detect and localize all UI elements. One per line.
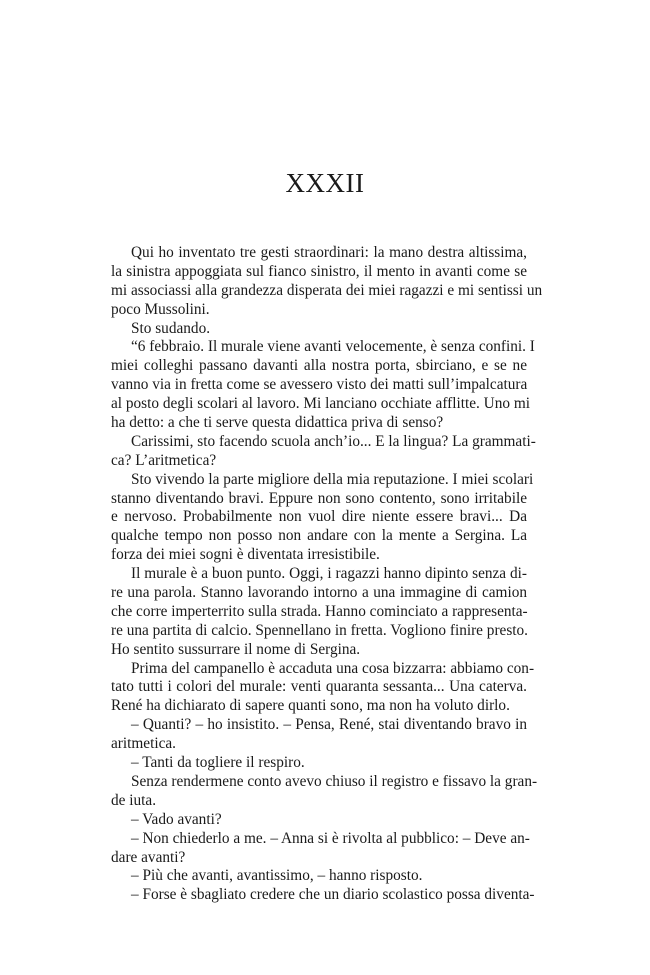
text-line: mi associassi alla grandezza disperata dei miei ragazzi e mi sentissi un xyxy=(111,281,543,299)
body-text xyxy=(111,244,543,905)
text-line: Il murale è a buon punto. Oggi, i ragazzi hanno dipinto senza di- xyxy=(131,565,527,583)
text-line: de iuta. xyxy=(111,791,157,809)
text-line: vanno via in fretta come se avessero visto dei matti sull’impalcatura xyxy=(111,376,528,394)
text-line: re una partita di calcio. Spennellano in fretta. Vogliono finire presto. xyxy=(111,621,529,639)
text-line: la sinistra appoggiata sul fianco sinistro, il mento in avanti come se xyxy=(111,262,527,280)
text-line: e nervoso. Probabilmente non vuol dire niente essere bravi... Da xyxy=(111,508,527,526)
text-line: dare avanti? xyxy=(111,848,186,866)
text-line: Qui ho inventato tre gesti straordinari: la mano destra altissima, xyxy=(131,244,527,261)
text-line: – Forse è sbagliato credere che un diario scolastico possa diventa- xyxy=(131,886,535,904)
text-line: Prima del campanello è accaduta una cosa bizzarra: abbiamo con- xyxy=(131,659,535,677)
text-line: ca? L’aritmetica? xyxy=(111,451,217,469)
text-line: Sto sudando. xyxy=(131,319,211,337)
text-line: che corre imperterrito sulla strada. Hanno cominciato a rappresenta- xyxy=(111,602,528,620)
chapter-title: XXXII xyxy=(285,168,365,198)
text-line: Ho sentito sussurrare il nome di Sergina. xyxy=(111,640,361,658)
text-line: al posto degli scolari al lavoro. Mi lanciano occhiate afflitte. Uno mi xyxy=(111,395,530,413)
text-line: re una parola. Stanno lavorando intorno a una immagine di camion xyxy=(111,584,527,602)
text-line: forza dei miei sogni è diventata irresistibile. xyxy=(111,546,380,564)
text-line: René ha dichiarato di sapere quanti sono, ma non ha voluto dirlo. xyxy=(111,697,510,715)
text-line: Sto vivendo la parte migliore della mia reputazione. I miei scolari xyxy=(131,470,534,488)
text-line: – Non chiederlo a me. – Anna si è rivolta al pubblico: – Deve an- xyxy=(131,829,530,847)
text-line: “6 febbraio. Il murale viene avanti velocemente, è senza confini. I xyxy=(131,338,535,356)
text-line: ha detto: a che ti serve questa didattica priva di senso? xyxy=(111,414,444,432)
text-line: tato tutti i colori del murale: venti quaranta sessanta... Una caterva. xyxy=(111,678,527,696)
text-line: qualche tempo non posso non andare con la mente a Sergina. La xyxy=(111,527,527,545)
text-line: Senza rendermene conto avevo chiuso il registro e fissavo la gran- xyxy=(131,772,538,790)
text-line: – Più che avanti, avantissimo, – hanno risposto. xyxy=(131,867,423,885)
text-line: stanno diventando bravi. Eppure non sono contento, sono irritabile xyxy=(111,489,527,507)
text-line: – Vado avanti? xyxy=(131,810,222,828)
text-line: miei colleghi passano davanti alla nostra porta, sbirciano, e se ne xyxy=(111,357,527,375)
text-line: Carissimi, sto facendo scuola anch’io... E la lingua? La grammati- xyxy=(131,432,536,450)
text-line: aritmetica. xyxy=(111,735,176,753)
text-line: – Tanti da togliere il respiro. xyxy=(131,754,305,772)
text-line: poco Mussolini. xyxy=(111,300,210,318)
text-line: – Quanti? – ho insistito. – Pensa, René, stai diventando bravo in xyxy=(131,716,527,734)
